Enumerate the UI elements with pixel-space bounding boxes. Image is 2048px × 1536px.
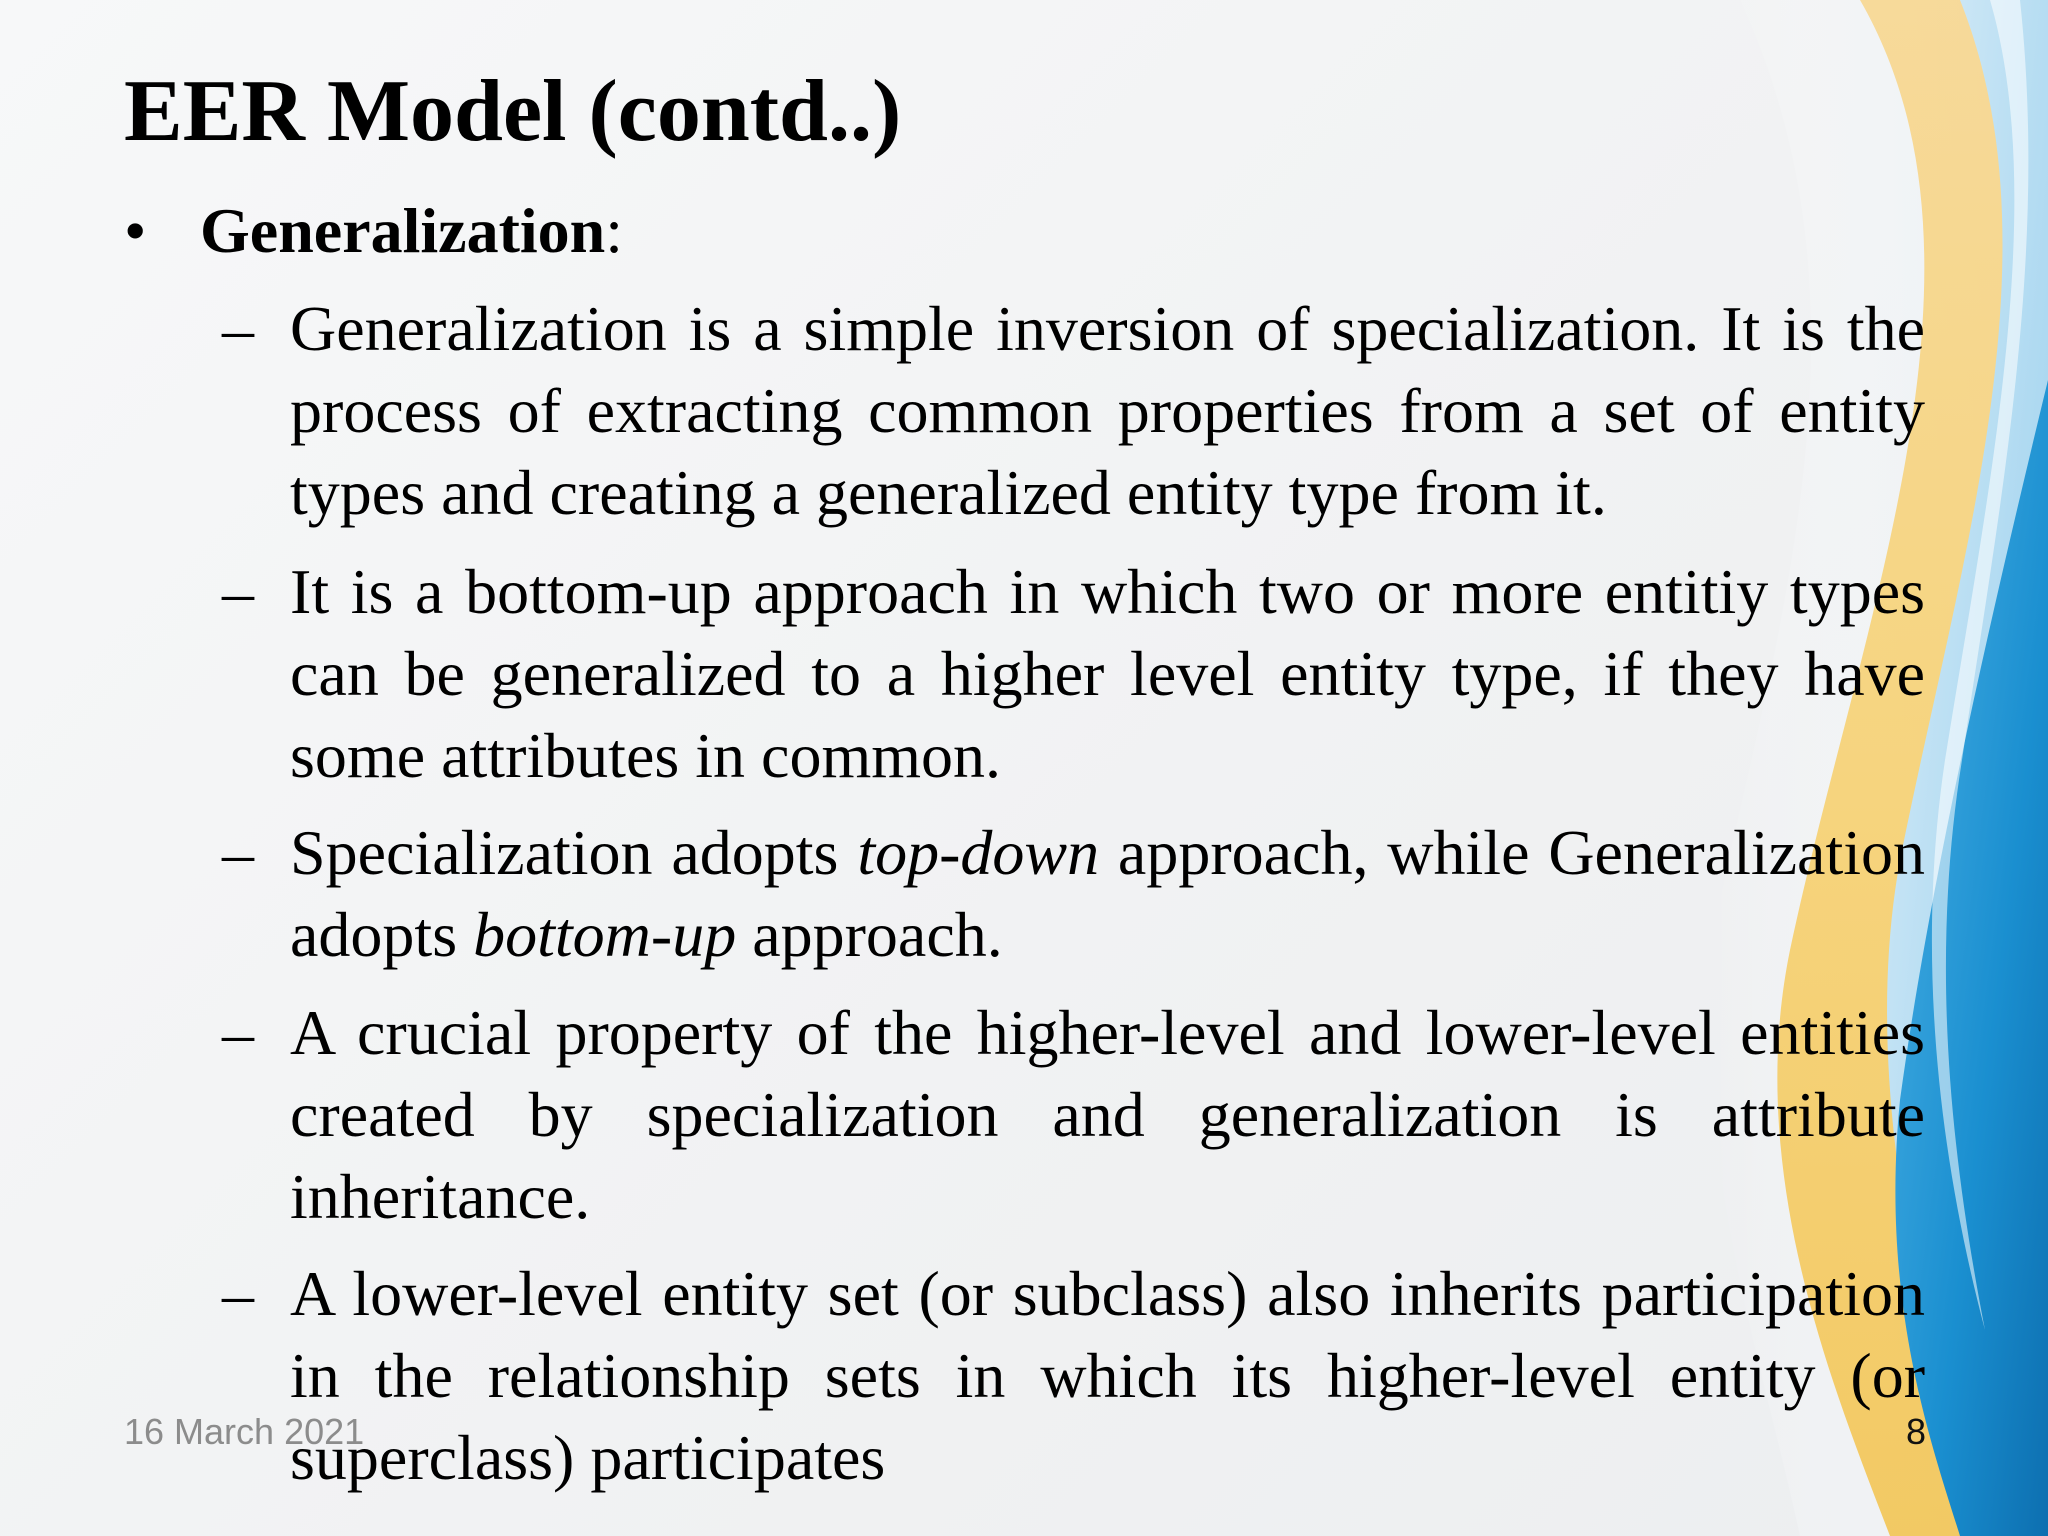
italic-term: top-down	[857, 817, 1100, 888]
footer-date: 16 March 2021	[124, 1411, 365, 1452]
subpoint-text	[290, 812, 1925, 976]
page-number: 8	[1905, 1411, 1926, 1452]
dash-marker: –	[222, 817, 254, 888]
subpoint-4	[222, 992, 1925, 1238]
text-run: approach.	[736, 899, 1003, 970]
subpoint-text: It is a bottom-up approach in which two or more entitiy types can be generalized to a higher level entity type, if they have some attributes in common.	[290, 556, 1925, 791]
text-run: Specialization adopts	[290, 817, 858, 888]
dash-marker: –	[222, 556, 254, 627]
slide-title: EER Model (contd..)	[124, 63, 902, 160]
main-bullet	[124, 192, 623, 270]
bullet-colon: :	[605, 195, 624, 266]
subpoint-5	[222, 1253, 1925, 1499]
subpoint-text: A lower-level entity set (or subclass) also inherits participation in the relationship sets in which its higher-level entity (or superclass) participates	[290, 1258, 1925, 1493]
bullet-marker: •	[124, 195, 147, 266]
text-run: approach, while Generalization adopts	[290, 817, 1926, 970]
italic-term: bottom-up	[473, 899, 737, 970]
subpoint-3	[222, 812, 1925, 976]
subpoint-text: A crucial property of the higher-level and lower-level entities created by specialization and generalization is attribute inheritance.	[290, 997, 1925, 1232]
bullet-heading: Generalization	[200, 195, 606, 266]
dash-marker: –	[222, 997, 254, 1068]
subpoint-2	[222, 551, 1925, 797]
dash-marker: –	[222, 293, 254, 364]
subpoint-text: Generalization is a simple inversion of specialization. It is the process of extracting common properties from a set of entity types and creating a generalized entity type from it.	[290, 293, 1925, 528]
subpoint-1	[222, 288, 1925, 534]
dash-marker: –	[222, 1258, 254, 1329]
